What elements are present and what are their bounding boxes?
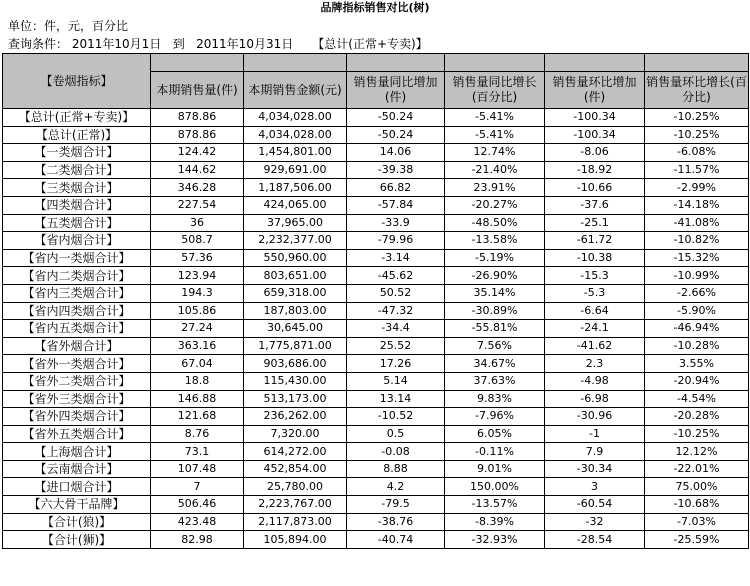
cell-mom-inc: -41.62 [545, 337, 645, 355]
unit-line: 单位：件，元，百分比 [8, 19, 129, 33]
cell-amount: 513,173.00 [244, 390, 347, 408]
row-name: 【省外三类烟合计】 [3, 390, 151, 408]
cell-amount: 25,780.00 [244, 478, 347, 496]
cell-amount: 614,272.00 [244, 443, 347, 461]
cell-mom-inc: -4.98 [545, 372, 645, 390]
cell-yoy-inc: 66.82 [347, 179, 445, 197]
table-row [3, 408, 749, 426]
cell-qty: 878.86 [151, 109, 244, 127]
cell-yoy-pct: -0.11% [445, 443, 545, 461]
cell-amount: 2,232,377.00 [244, 232, 347, 250]
row-name: 【省外四类烟合计】 [3, 408, 151, 426]
cell-yoy-pct: 12.74% [445, 144, 545, 162]
table-row [3, 320, 749, 338]
cell-mom-pct: -41.08% [645, 214, 749, 232]
cell-amount: 4,034,028.00 [244, 109, 347, 127]
cell-mom-pct: 12.12% [645, 443, 749, 461]
cell-mom-pct: -6.08% [645, 144, 749, 162]
header-spacer [151, 54, 244, 72]
row-name: 【省内二类烟合计】 [3, 267, 151, 285]
row-name: 【二类烟合计】 [3, 161, 151, 179]
table-row [3, 232, 749, 250]
cell-qty: 82.98 [151, 531, 244, 549]
row-header-cell: 【卷烟指标】 [3, 54, 151, 109]
header-spacer [645, 54, 749, 72]
col-header-qty: 本期销售量(件) [151, 72, 244, 109]
header-spacer [445, 54, 545, 72]
cell-qty: 227.54 [151, 196, 244, 214]
cell-yoy-pct: -5.19% [445, 249, 545, 267]
cell-qty: 57.36 [151, 249, 244, 267]
cell-yoy-inc: -40.74 [347, 531, 445, 549]
cell-mom-inc: -1 [545, 425, 645, 443]
cell-yoy-inc: -3.14 [347, 249, 445, 267]
table-row [3, 126, 749, 144]
row-name: 【总计(正常)】 [3, 126, 151, 144]
cell-mom-inc: -100.34 [545, 126, 645, 144]
cell-qty: 123.94 [151, 267, 244, 285]
cell-yoy-pct: -8.39% [445, 513, 545, 531]
cell-yoy-pct: -21.40% [445, 161, 545, 179]
table-row [3, 425, 749, 443]
cell-mom-pct: -22.01% [645, 460, 749, 478]
table-row [3, 179, 749, 197]
cell-mom-inc: -28.54 [545, 531, 645, 549]
cell-mom-inc: -30.34 [545, 460, 645, 478]
cell-yoy-inc: -57.84 [347, 196, 445, 214]
cell-yoy-inc: 13.14 [347, 390, 445, 408]
cell-yoy-pct: -20.27% [445, 196, 545, 214]
cell-qty: 363.16 [151, 337, 244, 355]
table-row [3, 513, 749, 531]
cell-amount: 452,854.00 [244, 460, 347, 478]
cell-qty: 144.62 [151, 161, 244, 179]
table-row [3, 161, 749, 179]
cell-mom-inc: 3 [545, 478, 645, 496]
table-row [3, 284, 749, 302]
cell-mom-inc: -8.06 [545, 144, 645, 162]
row-name: 【总计(正常+专卖)】 [3, 109, 151, 127]
cell-yoy-inc: 4.2 [347, 478, 445, 496]
cell-amount: 1,454,801.00 [244, 144, 347, 162]
cell-mom-pct: -10.68% [645, 496, 749, 514]
cell-mom-pct: -11.57% [645, 161, 749, 179]
cell-mom-inc: -32 [545, 513, 645, 531]
cell-mom-pct: 75.00% [645, 478, 749, 496]
row-name: 【一类烟合计】 [3, 144, 151, 162]
table-row [3, 531, 749, 549]
row-name: 【四类烟合计】 [3, 196, 151, 214]
cell-yoy-inc: 8.88 [347, 460, 445, 478]
row-name: 【省外二类烟合计】 [3, 372, 151, 390]
sales-comparison-table [2, 53, 749, 549]
cell-yoy-inc: 5.14 [347, 372, 445, 390]
cell-yoy-inc: -10.52 [347, 408, 445, 426]
report-title: 品牌指标销售对比(树) [0, 0, 750, 16]
cell-mom-inc: -37.6 [545, 196, 645, 214]
cell-qty: 7 [151, 478, 244, 496]
cell-yoy-pct: 34.67% [445, 355, 545, 373]
cell-amount: 803,651.00 [244, 267, 347, 285]
col-header-mom-pct: 销售量环比增长(百分比) [645, 72, 749, 109]
cell-yoy-pct: -5.41% [445, 126, 545, 144]
cell-qty: 506.46 [151, 496, 244, 514]
cell-qty: 121.68 [151, 408, 244, 426]
cell-yoy-inc: 0.5 [347, 425, 445, 443]
cell-amount: 2,117,873.00 [244, 513, 347, 531]
row-name: 【省外五类烟合计】 [3, 425, 151, 443]
cell-amount: 903,686.00 [244, 355, 347, 373]
cell-yoy-pct: -13.58% [445, 232, 545, 250]
cell-yoy-pct: -30.89% [445, 302, 545, 320]
cell-amount: 424,065.00 [244, 196, 347, 214]
table-row [3, 478, 749, 496]
cell-mom-inc: -15.3 [545, 267, 645, 285]
table-row [3, 496, 749, 514]
table-row [3, 214, 749, 232]
cell-qty: 105.86 [151, 302, 244, 320]
table-row [3, 372, 749, 390]
cell-qty: 878.86 [151, 126, 244, 144]
cell-yoy-pct: -13.57% [445, 496, 545, 514]
cell-amount: 187,803.00 [244, 302, 347, 320]
row-name: 【合计(狼)】 [3, 513, 151, 531]
cell-amount: 2,223,767.00 [244, 496, 347, 514]
row-name: 【省内三类烟合计】 [3, 284, 151, 302]
row-name: 【省内五类烟合计】 [3, 320, 151, 338]
cell-mom-inc: 7.9 [545, 443, 645, 461]
cell-qty: 73.1 [151, 443, 244, 461]
row-name: 【上海烟合计】 [3, 443, 151, 461]
row-name: 【省内一类烟合计】 [3, 249, 151, 267]
cell-yoy-inc: 14.06 [347, 144, 445, 162]
cell-mom-inc: -10.38 [545, 249, 645, 267]
cell-yoy-inc: -79.5 [347, 496, 445, 514]
cell-yoy-inc: 25.52 [347, 337, 445, 355]
header-spacer [347, 54, 445, 72]
cell-mom-pct: -20.94% [645, 372, 749, 390]
row-name: 【六大骨干品牌】 [3, 496, 151, 514]
cell-yoy-inc: -45.62 [347, 267, 445, 285]
cell-mom-pct: -10.25% [645, 109, 749, 127]
cell-mom-inc: -60.54 [545, 496, 645, 514]
cell-amount: 37,965.00 [244, 214, 347, 232]
cell-mom-pct: -5.90% [645, 302, 749, 320]
cell-amount: 1,775,871.00 [244, 337, 347, 355]
cell-yoy-pct: -7.96% [445, 408, 545, 426]
header-spacer [244, 54, 347, 72]
cell-mom-pct: -10.25% [645, 126, 749, 144]
cell-amount: 115,430.00 [244, 372, 347, 390]
row-name: 【省内烟合计】 [3, 232, 151, 250]
col-header-yoy-inc: 销售量同比增加(件) [347, 72, 445, 109]
table-row [3, 144, 749, 162]
cell-mom-pct: -10.25% [645, 425, 749, 443]
cell-mom-pct: -7.03% [645, 513, 749, 531]
cell-yoy-pct: -48.50% [445, 214, 545, 232]
cell-yoy-inc: 17.26 [347, 355, 445, 373]
cell-yoy-inc: -50.24 [347, 126, 445, 144]
col-header-mom-inc: 销售量环比增加(件) [545, 72, 645, 109]
cell-yoy-pct: 150.00% [445, 478, 545, 496]
table-row [3, 249, 749, 267]
row-name: 【省外烟合计】 [3, 337, 151, 355]
row-name: 【省外一类烟合计】 [3, 355, 151, 373]
cell-mom-pct: -10.99% [645, 267, 749, 285]
cell-yoy-pct: -26.90% [445, 267, 545, 285]
cell-mom-pct: -46.94% [645, 320, 749, 338]
cell-yoy-inc: -33.9 [347, 214, 445, 232]
query-line: 查询条件： 2011年10月1日 到 2011年10月31日 【总计(正常+专卖)】 [8, 37, 428, 51]
cell-mom-inc: -6.64 [545, 302, 645, 320]
cell-yoy-inc: -79.96 [347, 232, 445, 250]
cell-yoy-pct: 9.83% [445, 390, 545, 408]
cell-mom-pct: -10.82% [645, 232, 749, 250]
cell-qty: 346.28 [151, 179, 244, 197]
cell-amount: 236,262.00 [244, 408, 347, 426]
table-row [3, 302, 749, 320]
table-row [3, 337, 749, 355]
row-name: 【进口烟合计】 [3, 478, 151, 496]
cell-qty: 194.3 [151, 284, 244, 302]
cell-yoy-pct: -5.41% [445, 109, 545, 127]
cell-yoy-pct: -32.93% [445, 531, 545, 549]
row-name: 【省内四类烟合计】 [3, 302, 151, 320]
cell-yoy-pct: 37.63% [445, 372, 545, 390]
cell-yoy-inc: -39.38 [347, 161, 445, 179]
cell-mom-inc: -10.66 [545, 179, 645, 197]
col-header-amount: 本期销售金额(元) [244, 72, 347, 109]
cell-qty: 146.88 [151, 390, 244, 408]
cell-qty: 18.8 [151, 372, 244, 390]
table-row [3, 267, 749, 285]
cell-mom-inc: 2.3 [545, 355, 645, 373]
cell-qty: 67.04 [151, 355, 244, 373]
cell-qty: 107.48 [151, 460, 244, 478]
cell-amount: 929,691.00 [244, 161, 347, 179]
table-row [3, 109, 749, 127]
cell-mom-pct: -4.54% [645, 390, 749, 408]
cell-mom-inc: -6.98 [545, 390, 645, 408]
cell-yoy-inc: -34.4 [347, 320, 445, 338]
header-spacer [545, 54, 645, 72]
row-name: 【五类烟合计】 [3, 214, 151, 232]
cell-qty: 423.48 [151, 513, 244, 531]
cell-mom-pct: -25.59% [645, 531, 749, 549]
cell-yoy-inc: -47.32 [347, 302, 445, 320]
cell-qty: 36 [151, 214, 244, 232]
cell-amount: 30,645.00 [244, 320, 347, 338]
row-name: 【三类烟合计】 [3, 179, 151, 197]
cell-mom-pct: -14.18% [645, 196, 749, 214]
cell-amount: 105,894.00 [244, 531, 347, 549]
cell-mom-pct: -15.32% [645, 249, 749, 267]
row-name: 【云南烟合计】 [3, 460, 151, 478]
cell-amount: 4,034,028.00 [244, 126, 347, 144]
cell-mom-pct: -2.66% [645, 284, 749, 302]
cell-mom-pct: -2.99% [645, 179, 749, 197]
cell-yoy-pct: 23.91% [445, 179, 545, 197]
header-top-row [3, 54, 749, 72]
table-row [3, 355, 749, 373]
cell-yoy-inc: 50.52 [347, 284, 445, 302]
cell-mom-pct: -20.28% [645, 408, 749, 426]
col-header-yoy-pct: 销售量同比增长(百分比) [445, 72, 545, 109]
cell-yoy-pct: -55.81% [445, 320, 545, 338]
cell-amount: 7,320.00 [244, 425, 347, 443]
table-row [3, 460, 749, 478]
cell-mom-pct: 3.55% [645, 355, 749, 373]
cell-amount: 550,960.00 [244, 249, 347, 267]
cell-mom-inc: -5.3 [545, 284, 645, 302]
cell-mom-inc: -100.34 [545, 109, 645, 127]
cell-qty: 8.76 [151, 425, 244, 443]
table-row [3, 196, 749, 214]
cell-mom-inc: -61.72 [545, 232, 645, 250]
cell-mom-pct: -10.28% [645, 337, 749, 355]
row-name: 【合计(狮)】 [3, 531, 151, 549]
cell-yoy-inc: -50.24 [347, 109, 445, 127]
cell-qty: 124.42 [151, 144, 244, 162]
table-row [3, 390, 749, 408]
cell-yoy-inc: -0.08 [347, 443, 445, 461]
cell-mom-inc: -30.96 [545, 408, 645, 426]
cell-qty: 508.7 [151, 232, 244, 250]
cell-mom-inc: -18.92 [545, 161, 645, 179]
cell-amount: 1,187,506.00 [244, 179, 347, 197]
cell-mom-inc: -25.1 [545, 214, 645, 232]
table-row [3, 443, 749, 461]
cell-yoy-pct: 9.01% [445, 460, 545, 478]
cell-yoy-pct: 7.56% [445, 337, 545, 355]
cell-qty: 27.24 [151, 320, 244, 338]
cell-yoy-inc: -38.76 [347, 513, 445, 531]
cell-mom-inc: -24.1 [545, 320, 645, 338]
cell-amount: 659,318.00 [244, 284, 347, 302]
cell-yoy-pct: 6.05% [445, 425, 545, 443]
cell-yoy-pct: 35.14% [445, 284, 545, 302]
